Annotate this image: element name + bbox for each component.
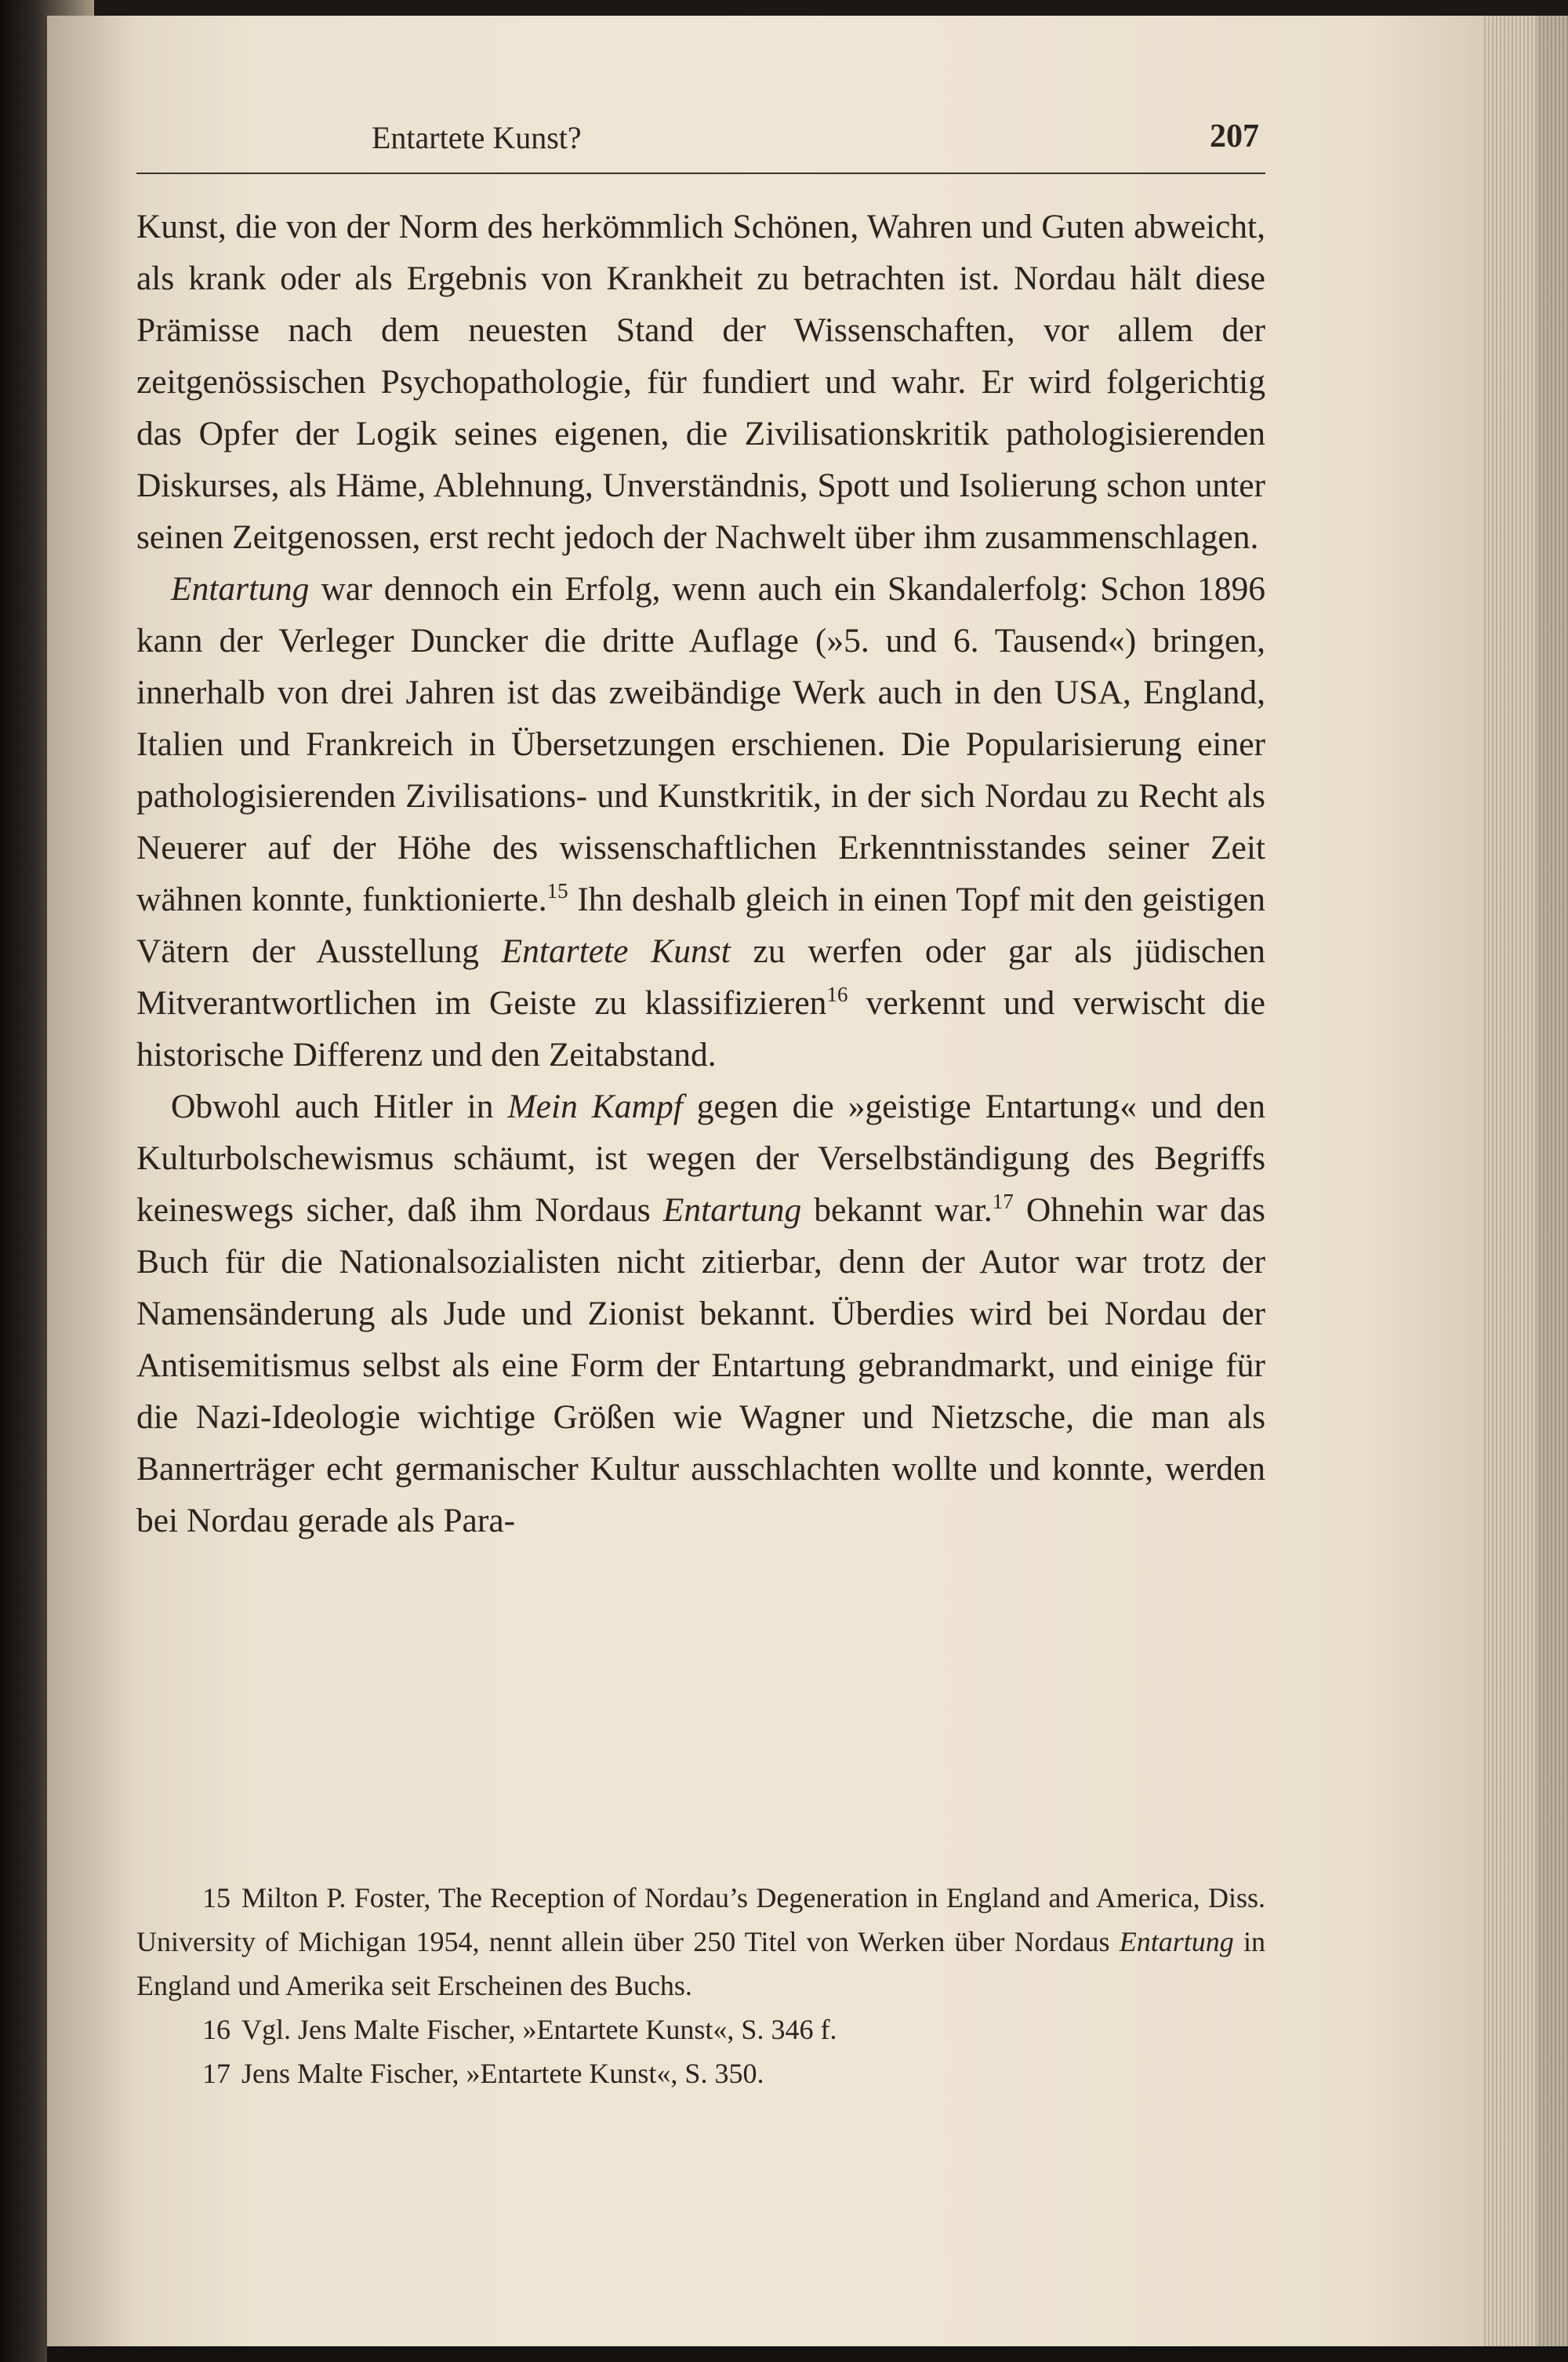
footnote-15: [136, 1876, 1265, 2008]
paragraph-1: [136, 201, 1265, 563]
page-number: 207: [1210, 118, 1259, 154]
paragraph-2-text: war dennoch ein Erfolg, wenn auch ein Skandalerfolg: Schon 1896 kann der Verleger Duncker die dritte Auflage (»5. und 6. Tausend«) bringen, innerhalb von drei Jahren ist das zweibändige Werk auch in den USA, England, Italien und Frankreich in Übersetzungen erschienen. Die Popularisierung einer pathologisierenden Zivilisations- und Kunstkritik, in der sich Nordau zu Recht als Neuerer auf der Höhe des wissenschaftlichen Erkenntnisstandes seiner Zeit wähnen konnte, funktionierte.: [136, 570, 1265, 918]
paragraph-1-text: Kunst, die von der Norm des herkömmlich Schönen, Wahren und Guten abweicht, als krank oder als Ergebnis von Krankheit zu betrachten ist. Nordau hält diese Prämisse nach dem neuesten Stand der Wissenschaften, vor allem der zeitgenössischen Psychopathologie, für fundiert und wahr. Er wird folgerichtig das Opfer der Logik seines eigenen, die Zivilisationskritik pathologisierenden Diskurses, als Häme, Ablehnung, Unverständnis, Spott und Isolierung schon unter seinen Zeitgenossen, erst recht jedoch der Nachwelt über ihm zusammenschlagen.: [136, 208, 1265, 556]
page-content: [136, 110, 1265, 2089]
body-text: [136, 201, 1265, 1546]
paragraph-3-text: gegen die »geistige Entartung« und den Kulturbolschewismus schäumt, ist wegen der Verselbständigung des Begriffs keineswegs sicher, daß ihm Nordaus: [136, 1088, 1265, 1229]
running-head: Entartete Kunst?: [372, 120, 582, 155]
footnote-text: Vgl. Jens Malte Fischer, »Entartete Kunst«, S. 346 f.: [241, 2014, 837, 2045]
footnote-number: 15: [202, 1882, 230, 1913]
page-edges: [1482, 16, 1568, 2346]
footnote-reference: 17: [992, 1190, 1014, 1213]
paragraph-2-text: verkennt und verwischt die historische Differenz und den Zeitabstand.: [136, 984, 1265, 1074]
paragraph-3-text: Ohnehin war das Buch für die Nationalsozialisten nicht zitierbar, denn der Autor war trotz der Namensänderung als Jude und Zionist bekannt. Überdies wird bei Nordau der Antisemitismus selbst als eine Form der Entartung gebrandmarkt, und einige für die Nazi-Ideologie wichtige Größen wie Wagner und Nietzsche, die man als Bannerträger echt germanischer Kultur ausschlachten wollte und konnte, werden bei Nordau gerade als Para-: [136, 1191, 1265, 1539]
paragraph-3-text: Obwohl auch Hitler in: [171, 1088, 508, 1125]
italic-title: Mein Kampf: [507, 1088, 683, 1125]
footnote-reference: 15: [546, 879, 568, 903]
footnote-text: Jens Malte Fischer, »Entartete Kunst«, S. 350.: [241, 2058, 764, 2089]
paragraph-2-text: Ihn deshalb gleich in einen Topf mit den geistigen Vätern der Ausstellung: [136, 881, 1265, 970]
footnotes: [136, 1876, 1265, 2095]
paragraph-2-text: zu werfen oder gar als jüdischen Mitverantwortlichen im Geiste zu klassifizieren: [136, 932, 1265, 1022]
page-bottom-shadow: [47, 2346, 1568, 2362]
footnote-reference: 16: [826, 983, 848, 1006]
footnote-text: Milton P. Foster, The Reception of Nordau’s Degeneration in England and America, Diss. University of Michigan 1954, nennt allein über 250 Titel von Werken über Nordaus: [136, 1882, 1265, 1957]
italic-title: Entartung: [1119, 1926, 1234, 1957]
footnote-text: in England und Amerika seit Erscheinen des Buchs.: [136, 1926, 1265, 2001]
italic-title: Entartung: [662, 1191, 802, 1229]
page-header: [136, 110, 1265, 174]
footnote-17: [136, 2051, 1265, 2095]
paragraph-3: [136, 1081, 1265, 1546]
footnote-16: [136, 2008, 1265, 2051]
footnote-number: 17: [202, 2058, 230, 2089]
italic-title: Entartung: [171, 570, 310, 608]
paragraph-2: [136, 563, 1265, 1081]
footnote-number: 16: [202, 2014, 230, 2045]
italic-title: Entartete Kunst: [501, 932, 731, 970]
paragraph-3-text: bekannt war.: [801, 1191, 993, 1229]
